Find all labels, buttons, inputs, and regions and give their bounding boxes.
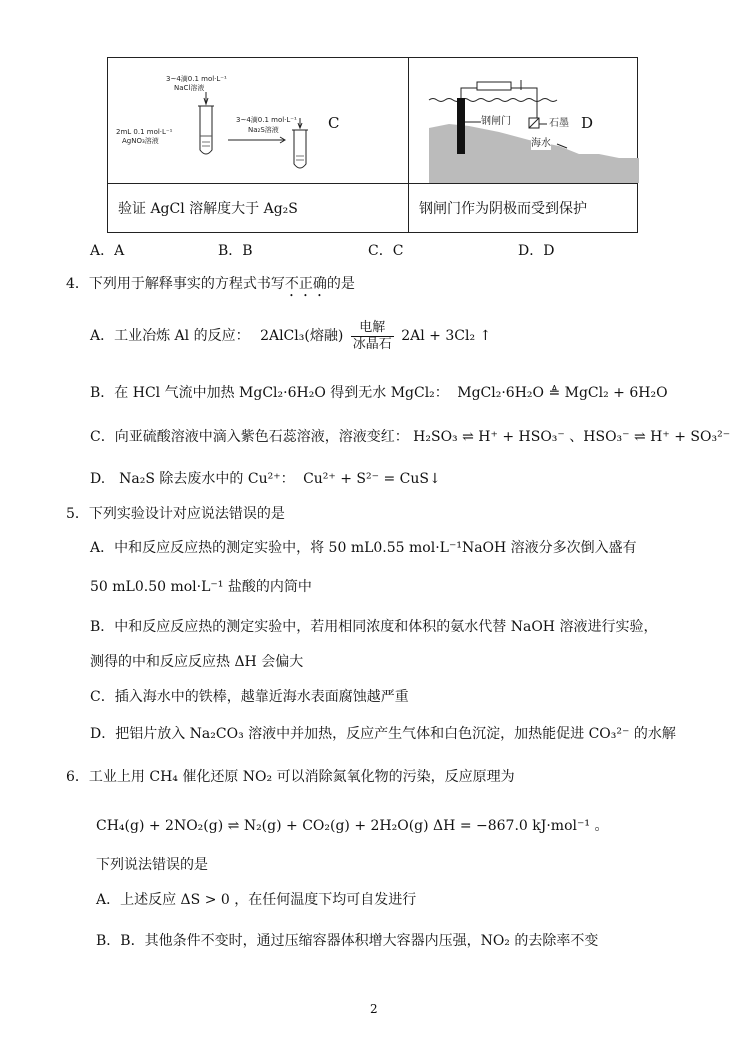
q6-stem: 6．工业上用 CH₄ 催化还原 NO₂ 可以消除氮氧化物的污染，反应原理为 <box>66 769 515 785</box>
q3-option-a: A．A <box>90 243 125 259</box>
reagent-left-2: AgNO₃溶液 <box>122 137 159 145</box>
q4-option-d <box>90 470 441 488</box>
q4-stem-post: 的是 <box>326 276 355 292</box>
q4-stem-emphasis: 不正确 <box>284 276 327 292</box>
q5-option-a-line2: 50 mL0.50 mol·L⁻¹ 盐酸的内筒中 <box>90 579 312 595</box>
q4-a-condition <box>351 320 394 353</box>
q6-option-b: B．B．其他条件不变时，通过压缩容器体积增大容器内压强，NO₂ 的去除率不变 <box>96 933 599 949</box>
gate-label: 钢闸门 <box>481 116 511 127</box>
q6-sub-stem: 下列说法错误的是 <box>96 857 208 873</box>
q4-b-text: B．在 HCl 气流中加热 MgCl₂·6H₂O 得到无水 MgCl₂： <box>90 385 449 401</box>
diagram-d-cell <box>409 58 638 184</box>
reagent-top-2: NaCl溶液 <box>174 84 205 92</box>
q4-stem <box>66 275 355 300</box>
q6-equation: CH₄(g) + 2NO₂(g) ⇌ N₂(g) + CO₂(g) + 2H₂O(g) ΔH = −867.0 kJ·mol⁻¹ 。 <box>96 818 609 834</box>
steel-gate <box>457 98 465 154</box>
reagent-top: 3~4滴0.1 mol·L⁻¹ <box>166 75 227 83</box>
q5-option-b-line1: B．中和反应反应热的测定实验中，若用相同浓度和体积的氨水代替 NaOH 溶液进行实验， <box>90 619 658 635</box>
power-source <box>477 82 511 90</box>
caption-d: 钢闸门作为阴极而受到保护 <box>409 184 638 233</box>
q4-option-a <box>90 318 491 354</box>
q5-option-d: D．把铝片放入 Na₂CO₃ 溶液中并加热，反应产生气体和白色沉淀，加热能促进 CO₃²⁻ 的水解 <box>90 726 676 742</box>
q5-option-c: C．插入海水中的铁棒，越靠近海水表面腐蚀越严重 <box>90 689 409 705</box>
reagent-left: 2mL 0.1 mol·L⁻¹ <box>116 128 173 136</box>
graphite-label: 石墨 <box>549 118 569 129</box>
left-test-tube <box>198 106 214 154</box>
right-test-tube <box>292 130 308 168</box>
seawater-label: 海水 <box>531 138 551 149</box>
q5-option-b-line2: 测得的中和反应反应热 ΔH 会偏大 <box>90 654 304 670</box>
q4-d-text: D. Na₂S 除去废水中的 Cu²⁺： <box>90 471 295 487</box>
experiment-table <box>107 57 638 233</box>
q4-a-eq-right: 2Al + 3Cl₂ ↑ <box>401 328 492 344</box>
q5-option-a-line1: A．中和反应反应热的测定实验中，将 50 mL0.55 mol·L⁻¹NaOH 溶液分多次倒入盛有 <box>90 540 637 556</box>
caption-c: 验证 AgCl 溶解度大于 Ag₂S <box>108 184 409 233</box>
q6-option-a: A．上述反应 ΔS > 0 ，在任何温度下均可自发进行 <box>96 892 417 908</box>
q5-stem: 5．下列实验设计对应说法错误的是 <box>66 506 285 522</box>
q4-option-c <box>90 428 730 446</box>
option-d-label: D <box>581 114 594 132</box>
q3-option-c: C．C <box>368 243 404 259</box>
q4-c-eq: H₂SO₃ ⇌ H⁺ + HSO₃⁻ 、HSO₃⁻ ⇌ H⁺ + SO₃²⁻ <box>413 429 731 445</box>
water-surface <box>429 99 557 102</box>
q4-a-eq-left: 2AlCl₃(熔融) <box>260 328 344 344</box>
q4-b-eq: MgCl₂·6H₂O ≜ MgCl₂ + 6H₂O <box>457 385 668 401</box>
q4-c-text: C．向亚硫酸溶液中滴入紫色石蕊溶液，溶液变红： <box>90 429 409 445</box>
q4-stem-pre: 4．下列用于解释事实的方程式书写 <box>66 276 285 292</box>
diagram-c-cell <box>108 58 409 184</box>
q4-a-cond-bottom: 冰晶石 <box>352 336 392 352</box>
reagent-right-2: Na₂S溶液 <box>248 126 279 134</box>
q4-a-cond-top: 电解 <box>351 320 394 337</box>
option-c-label: C <box>328 114 340 132</box>
q4-d-eq: Cu²⁺ + S²⁻ = CuS↓ <box>303 471 441 487</box>
electrochemical-protection-diagram <box>409 58 639 183</box>
q3-option-b: B．B <box>218 243 253 259</box>
page-number: 2 <box>370 1002 378 1016</box>
reagent-right: 3~4滴0.1 mol·L⁻¹ <box>236 116 297 124</box>
q4-option-b <box>90 384 668 402</box>
q4-a-text: A．工业冶炼 Al 的反应： <box>90 328 250 344</box>
q3-option-d: D．D <box>518 243 555 259</box>
